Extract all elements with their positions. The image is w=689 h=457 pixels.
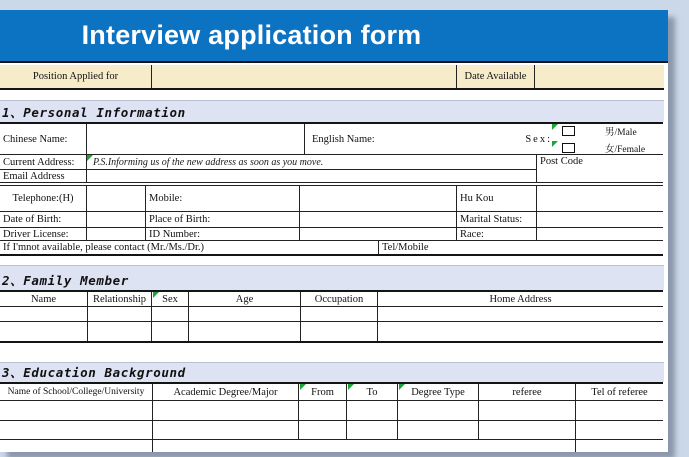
race-label: Race: [457,228,537,240]
education-cell[interactable] [576,421,663,439]
position-date-row [0,65,664,90]
edu-col-from: From [299,384,347,400]
date-available-input[interactable] [535,65,664,88]
family-col-name: Name [0,292,88,306]
education-cell[interactable] [153,440,576,452]
comment-marker-icon [552,124,558,130]
family-data-row [0,322,663,341]
education-cell[interactable] [299,421,347,439]
english-name-sex-cell [305,124,663,154]
education-cell[interactable] [479,421,576,439]
page-title: Interview application form [81,20,422,50]
date-available-label: Date Available [457,65,535,88]
id-number-label: ID Number: [146,228,300,240]
comment-marker-icon [348,384,354,390]
education-data-row-merged [0,440,663,452]
education-cell[interactable] [479,401,576,420]
hukou-label: Hu Kou [457,186,537,211]
form-title-bar [0,10,668,63]
marital-status-label: Marital Status: [457,212,537,227]
education-cell[interactable] [347,421,398,439]
family-cell[interactable] [152,322,189,341]
section-3-heading: 3、Education Background [2,365,186,380]
education-header-row [0,384,663,401]
education-cell[interactable] [576,401,663,420]
tel-mobile-cell[interactable] [379,241,663,254]
education-cell[interactable] [0,440,153,452]
family-header-row [0,292,663,307]
post-code-cell[interactable] [537,155,663,182]
comment-marker-icon [153,292,159,298]
comment-marker-icon [300,384,306,390]
female-label: 女/Female [605,144,646,154]
email-address-label: Email Address [0,170,87,182]
family-cell[interactable] [88,322,152,341]
section-1-heading: 1、Personal Information [2,105,186,120]
family-data-row [0,307,663,322]
family-cell[interactable] [301,322,378,341]
chinese-name-label: Chinese Name: [0,124,87,154]
mobile-label: Mobile: [146,186,300,211]
emergency-contact-label: If I'mnot available, please contact (Mr./Ms./Dr.) [0,241,379,254]
driver-license-label: Driver License: [0,228,87,240]
license-row [0,228,663,241]
family-col-occupation: Occupation [301,292,378,306]
post-code-label: Post Code [540,156,583,167]
family-col-age: Age [189,292,301,306]
marital-status-input[interactable] [537,212,663,227]
section-3-band [0,362,664,382]
telephone-row [0,186,663,212]
female-checkbox[interactable] [562,143,575,153]
english-name-label: English Name: [312,133,375,145]
personal-info-table [0,122,663,256]
chinese-name-input[interactable] [87,124,305,154]
telephone-label: Telephone:(H) [0,186,87,211]
tel-mobile-label: Tel/Mobile [382,242,429,253]
sex-female-option [562,141,655,155]
education-cell[interactable] [576,440,663,452]
family-cell[interactable] [301,307,378,321]
family-cell[interactable] [0,322,88,341]
male-label: 男/Male [605,127,637,138]
mobile-input[interactable] [300,186,457,211]
education-cell[interactable] [398,421,479,439]
address-note: P.S.Informing us of the new address as soon as you move. [93,156,324,168]
edu-col-degree-major: Academic Degree/Major [153,384,299,400]
driver-license-input[interactable] [87,228,146,240]
current-address-label: Current Address: [0,155,87,169]
family-cell[interactable] [152,307,189,321]
family-cell[interactable] [0,307,88,321]
edu-col-degree-type: Degree Type [398,384,479,400]
education-cell[interactable] [153,421,299,439]
education-cell[interactable] [153,401,299,420]
race-input[interactable] [537,228,663,240]
education-table [0,382,663,452]
address-email-rows [0,155,663,183]
sex-field [375,124,663,154]
edu-col-tel-referee: Tel of referee [591,386,648,398]
family-cell[interactable] [189,322,301,341]
date-of-birth-input[interactable] [87,212,146,227]
comment-marker-icon [399,384,405,390]
sex-label: Sex: [525,133,552,145]
education-data-row [0,401,663,421]
position-applied-label: Position Applied for [0,65,152,88]
edu-col-school: Name of School/College/University [0,384,153,400]
telephone-input[interactable] [87,186,146,211]
section-2-heading: 2、Family Member [2,273,129,288]
family-cell[interactable] [378,322,663,341]
email-address-input[interactable] [87,170,536,182]
family-col-sex: Sex [152,292,189,306]
family-member-table [0,290,663,343]
education-data-row [0,421,663,440]
male-checkbox[interactable] [562,126,575,136]
education-cell[interactable] [347,401,398,420]
section-1-band [0,100,664,122]
education-cell[interactable] [0,401,153,420]
emergency-contact-row [0,241,663,254]
education-cell[interactable] [398,401,479,420]
sex-male-option [562,124,655,138]
comment-marker-icon [87,155,93,161]
family-col-relationship: Relationship [88,292,152,306]
comment-marker-icon [552,141,558,147]
place-of-birth-label: Place of Birth: [146,212,300,227]
family-col-home-address: Home Address [489,293,552,305]
section-2-band [0,265,664,290]
date-of-birth-label: Date of Birth: [0,212,87,227]
current-address-input[interactable] [87,155,536,169]
position-applied-input[interactable] [152,65,457,88]
education-cell[interactable] [0,421,153,439]
family-cell[interactable] [88,307,152,321]
edu-col-referee: referee [479,384,576,400]
birth-row [0,212,663,228]
id-number-input[interactable] [300,228,457,240]
family-cell[interactable] [189,307,301,321]
form-sheet [0,10,668,452]
name-row [0,124,663,155]
education-cell[interactable] [299,401,347,420]
edu-col-to: To [347,384,398,400]
family-cell[interactable] [378,307,663,321]
hukou-input[interactable] [537,186,663,211]
place-of-birth-input[interactable] [300,212,457,227]
